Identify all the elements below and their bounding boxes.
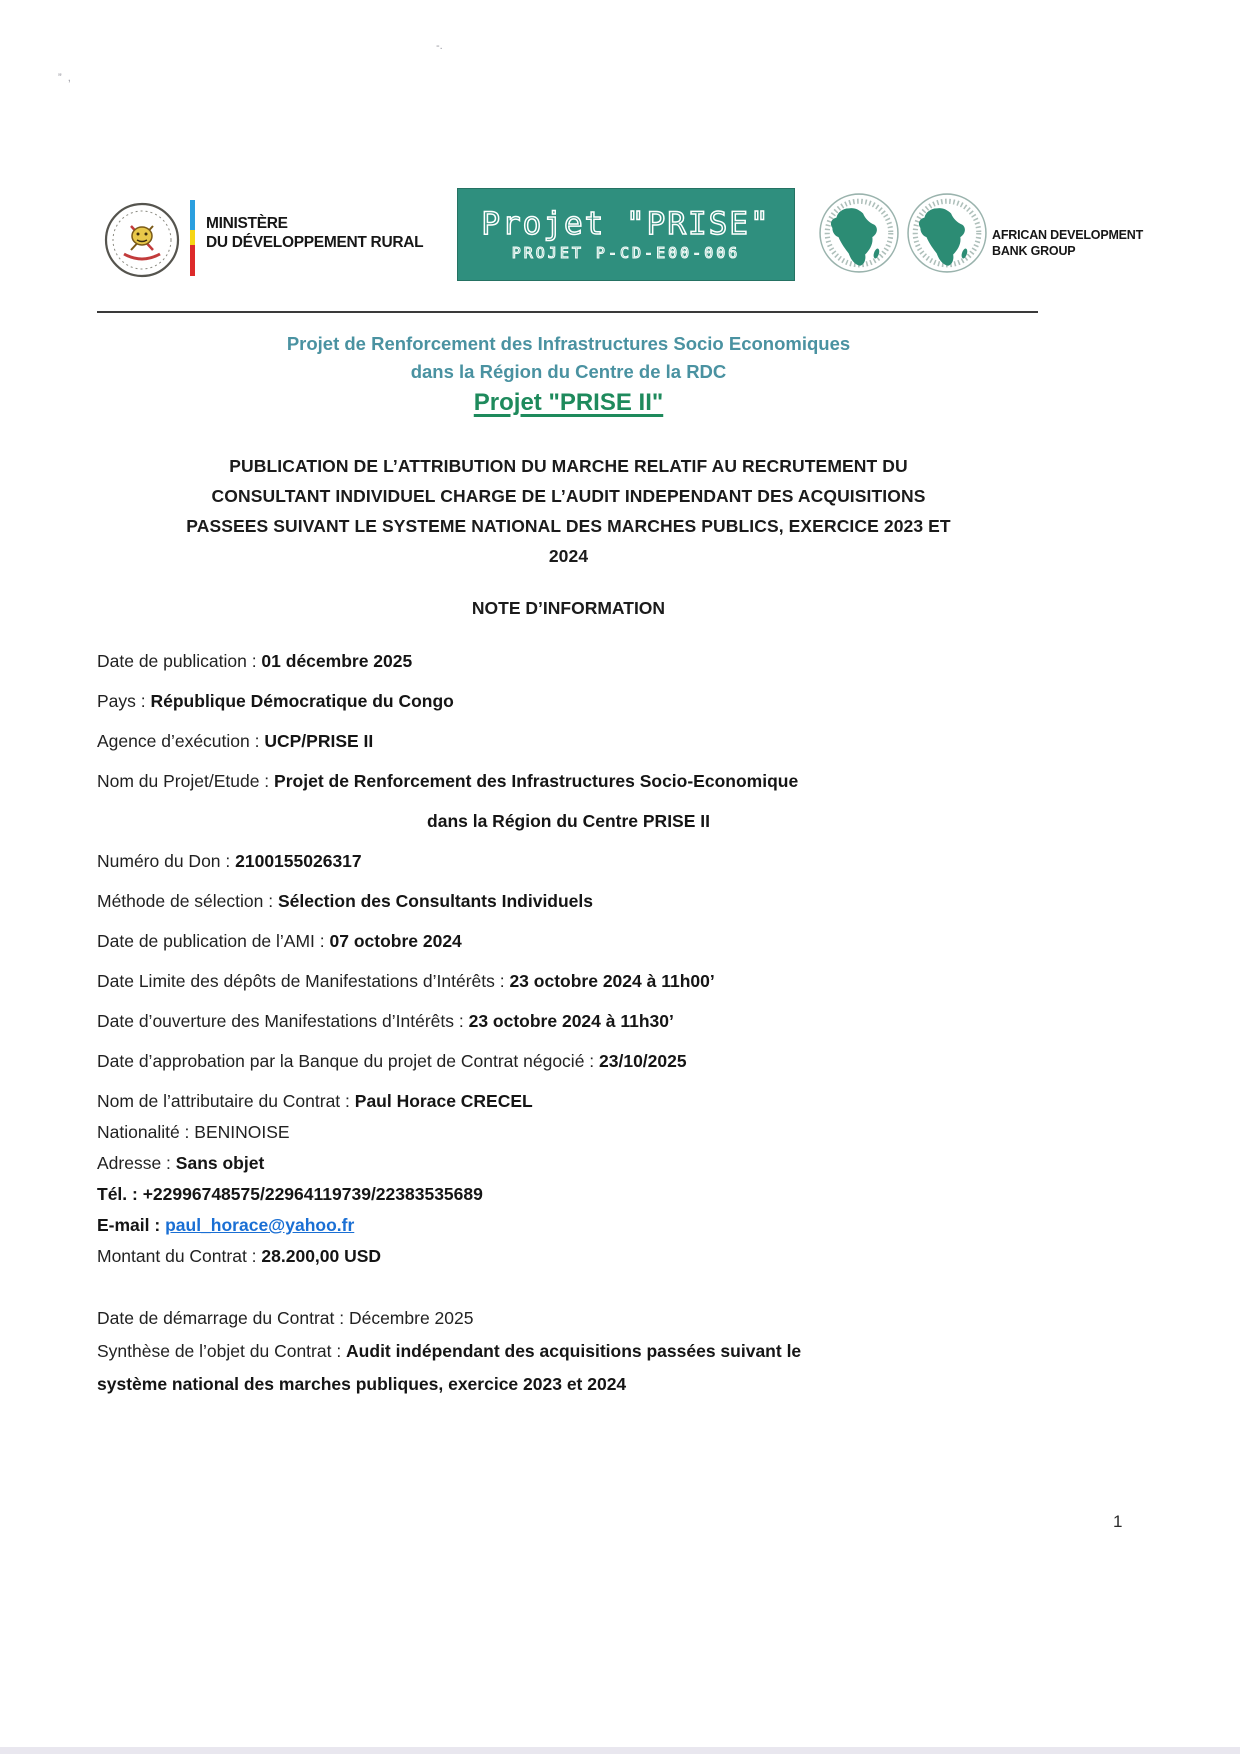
field-value: Paul Horace CRECEL xyxy=(354,1091,533,1111)
field-adresse xyxy=(97,1152,1040,1174)
project-title-line1: Projet de Renforcement des Infrastructures Socio Economiques xyxy=(286,333,851,354)
field-value: Décembre 2025 xyxy=(348,1308,474,1328)
prise-project-banner xyxy=(457,188,795,281)
field-value: Projet de Renforcement des Infrastructures Socio-Economique xyxy=(274,771,799,791)
ministry-name xyxy=(206,214,423,252)
publication-title-line: 2024 xyxy=(548,546,589,566)
field-value: 2100155026317 xyxy=(235,851,362,871)
field-label: Date de publication : xyxy=(97,651,262,671)
field-date-publication xyxy=(97,650,1040,672)
field-label: Pays : xyxy=(97,691,151,711)
field-value-continuation: système national des marches publiques, exercice 2023 et 2024 xyxy=(97,1374,627,1394)
note-information-heading: NOTE D’INFORMATION xyxy=(471,598,666,618)
field-date-limite-depots xyxy=(97,970,1040,992)
scan-artifact: -. xyxy=(436,40,443,52)
prise-banner-title: Projet "PRISE" xyxy=(481,205,771,242)
field-methode-selection xyxy=(97,890,1040,912)
field-label: Nom de l’attributaire du Contrat : xyxy=(97,1091,355,1111)
field-email xyxy=(97,1214,1040,1236)
field-pays xyxy=(97,690,1040,712)
field-montant-contrat xyxy=(97,1245,1040,1267)
field-value: Sans objet xyxy=(175,1153,265,1173)
field-label: Synthèse de l’objet du Contrat : xyxy=(97,1341,347,1361)
field-label: Date de publication de l’AMI : xyxy=(97,931,330,951)
afdb-logo-icon xyxy=(906,192,988,274)
email-link[interactable]: paul_horace@yahoo.fr xyxy=(165,1215,355,1235)
field-value: 07 octobre 2024 xyxy=(329,931,462,951)
field-label: Méthode de sélection : xyxy=(97,891,278,911)
ministry-line2: DU DÉVELOPPEMENT RURAL xyxy=(206,234,424,251)
field-date-ouverture xyxy=(97,1010,1040,1032)
field-value: République Démocratique du Congo xyxy=(150,691,454,711)
field-value: 23/10/2025 xyxy=(599,1051,687,1071)
publication-title-line: PUBLICATION DE L’ATTRIBUTION DU MARCHE RELATIF AU RECRUTEMENT DU xyxy=(229,456,908,476)
field-nationalite xyxy=(97,1121,1040,1143)
field-telephone xyxy=(97,1183,1040,1205)
publication-title-line: CONSULTANT INDIVIDUEL CHARGE DE L’AUDIT INDEPENDANT DES ACQUISITIONS xyxy=(211,486,926,506)
afdb-bank-name xyxy=(992,227,1143,259)
drc-flag-bar-icon xyxy=(190,200,195,276)
drc-coat-of-arms-icon xyxy=(104,202,180,278)
information-fields xyxy=(97,650,1040,1395)
field-label: Date de démarrage du Contrat : xyxy=(97,1308,349,1328)
field-value: 23 octobre 2024 à 11h30’ xyxy=(468,1011,674,1031)
prise-ii-title: Projet "PRISE II" xyxy=(473,389,664,416)
field-value: Audit indépendant des acquisitions passées suivant le xyxy=(346,1341,802,1361)
publication-title-line: PASSEES SUIVANT LE SYSTEME NATIONAL DES MARCHES PUBLICS, EXERCICE 2023 ET xyxy=(186,516,951,536)
field-value-continuation: dans la Région du Centre PRISE II xyxy=(427,811,710,831)
field-value: UCP/PRISE II xyxy=(264,731,374,751)
field-label: Montant du Contrat : xyxy=(97,1246,262,1266)
field-label: Date Limite des dépôts de Manifestations d’Intérêts : xyxy=(97,971,510,991)
afdb-line2: BANK GROUP xyxy=(992,244,1076,258)
header-divider xyxy=(97,311,1038,313)
field-date-publication-ami xyxy=(97,930,1040,952)
field-value: 01 décembre 2025 xyxy=(261,651,413,671)
field-label: Adresse : xyxy=(97,1153,176,1173)
field-agence-execution xyxy=(97,730,1040,752)
field-value: BENINOISE xyxy=(194,1122,290,1142)
field-label: Date d’approbation par la Banque du projet de Contrat négocié : xyxy=(97,1051,600,1071)
afdb-line1: AFRICAN DEVELOPMENT xyxy=(992,228,1144,242)
afdb-logo-icon xyxy=(818,192,900,274)
publication-title xyxy=(97,451,1040,571)
field-label: Tél. : xyxy=(97,1184,143,1204)
project-title-line2: dans la Région du Centre de la RDC xyxy=(410,361,727,382)
field-label: Nom du Projet/Etude : xyxy=(97,771,275,791)
field-label: E-mail : xyxy=(97,1215,166,1235)
field-synthese-objet xyxy=(97,1340,1040,1395)
field-label: Numéro du Don : xyxy=(97,851,236,871)
field-value: 23 octobre 2024 à 11h00’ xyxy=(509,971,715,991)
page-number: 1 xyxy=(1113,1512,1123,1531)
field-label: Date d’ouverture des Manifestations d’Intérêts : xyxy=(97,1011,469,1031)
prise-banner-code: PROJET P-CD-E00-006 xyxy=(511,243,741,262)
field-value: 28.200,00 USD xyxy=(261,1246,382,1266)
field-label: Nationalité : xyxy=(97,1122,195,1142)
document-body xyxy=(97,330,1040,1395)
field-label: Agence d’exécution : xyxy=(97,731,265,751)
scan-artifact: ” , xyxy=(58,72,71,84)
field-date-approbation xyxy=(97,1050,1040,1072)
field-numero-don xyxy=(97,850,1040,872)
field-value: Sélection des Consultants Individuels xyxy=(277,891,594,911)
afdb-logo-icons xyxy=(818,192,988,274)
field-nom-projet xyxy=(97,770,1040,832)
field-value: +22996748575/22964119739/22383535689 xyxy=(142,1184,483,1204)
field-date-demarrage xyxy=(97,1307,1040,1329)
field-nom-attributaire xyxy=(97,1090,1040,1112)
ministry-line1: MINISTÈRE xyxy=(206,215,288,232)
scan-edge-artifact xyxy=(0,1747,1240,1754)
